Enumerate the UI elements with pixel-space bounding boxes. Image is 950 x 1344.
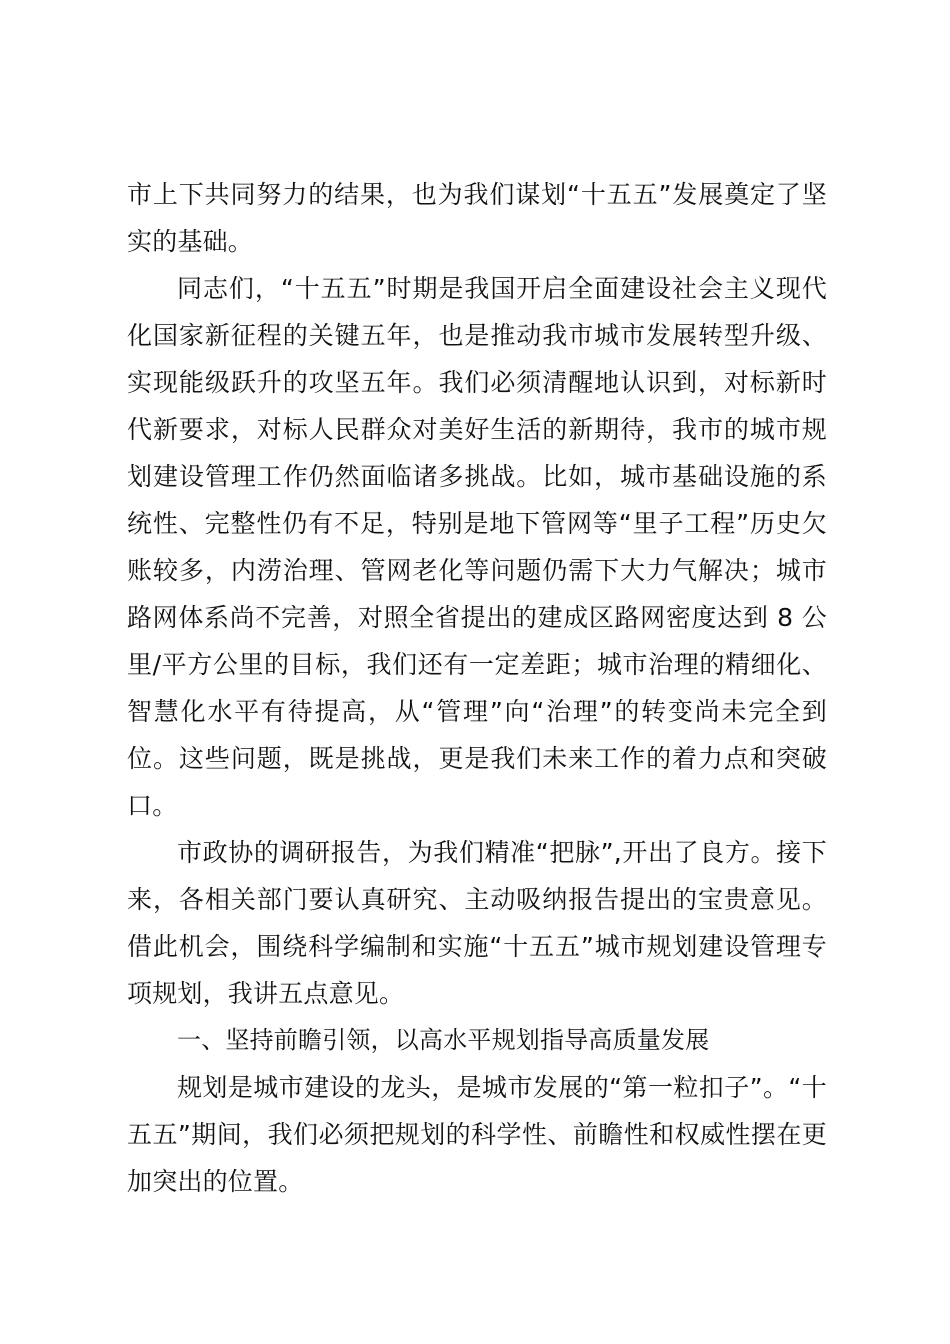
section-heading: 一、坚持前瞻引领，以高水平规划指导高质量发展: [177, 1026, 710, 1054]
paragraph-continuation: 市上下共同努力的结果，也为我们谋划“十五五”发展奠定了坚实的基础。: [127, 180, 827, 256]
paragraph-research-report: 市政协的调研报告，为我们精准“把脉”,开出了良方。接下来，各相关部门要认真研究、主动吸纳报告提出的宝贵意见。借此机会，围绕科学编制和实施“十五五”城市规划建设管理专项规划，我讲五点意见。: [127, 838, 827, 1008]
document-body: [127, 171, 827, 1205]
paragraph-challenges: 同志们，“十五五”时期是我国开启全面建设社会主义现代化国家新征程的关键五年，也是推动我市城市发展转型升级、实现能级跃升的攻坚五年。我们必须清醒地认识到，对标新时代新要求，对标人民群众对美好生活的新期待，我市的城市规划建设管理工作仍然面临诸多挑战。比如，城市基础设施的系统性、完整性仍有不足，特别是地下管网等“里子工程”历史欠账较多，内涝治理、管网老化等问题仍需下大力气解决；城市路网体系尚不完善，对照全省提出的建成区路网密度达到 8 公里/平方公里的目标，我们还有一定差距；城市治理的精细化、智慧化水平有待提高，从“管理”向“治理”的转变尚未完全到位。这些问题，既是挑战，更是我们未来工作的着力点和突破口。: [127, 274, 827, 820]
paragraph-planning: 规划是城市建设的龙头，是城市发展的“第一粒扣子”。“十五五”期间，我们必须把规划的科学性、前瞻性和权威性摆在更加突出的位置。: [127, 1073, 827, 1196]
